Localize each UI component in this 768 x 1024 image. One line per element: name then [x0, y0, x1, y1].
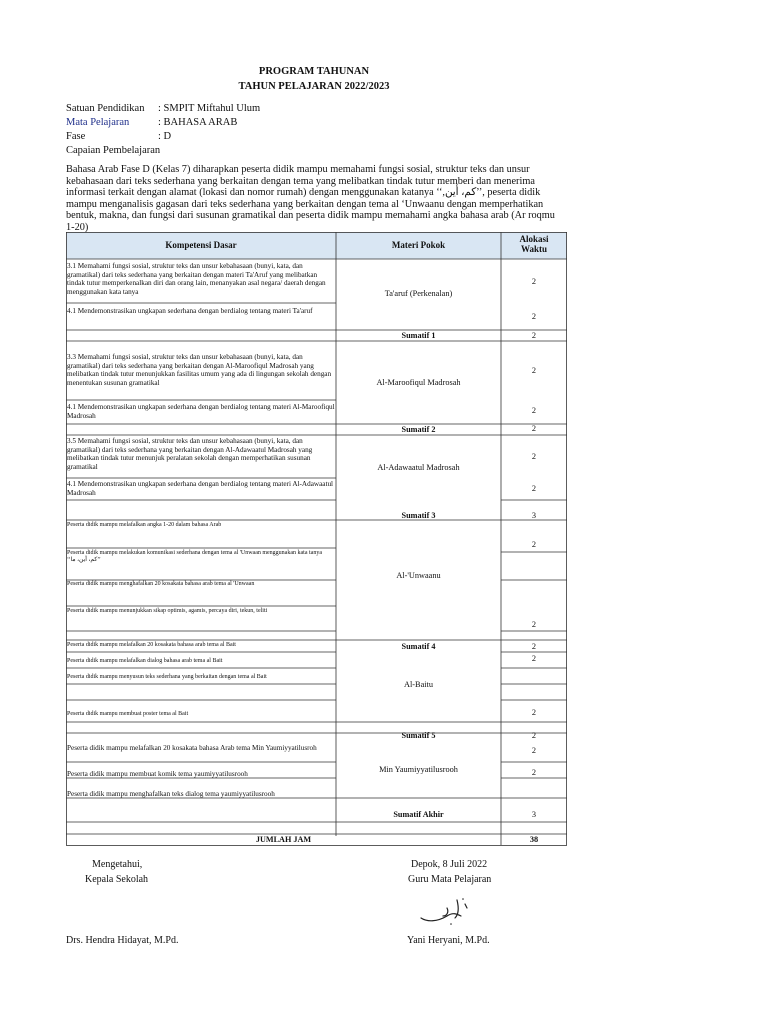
alokasi-value: 2	[531, 406, 537, 415]
alokasi-value: 2	[531, 642, 537, 651]
alokasi-value: 2	[531, 331, 537, 340]
kd-cell: Peserta didik mampu menghafalkan teks dialog tema yaumiyyatilusrooh	[67, 790, 275, 798]
doc-title: PROGRAM TAHUNAN	[258, 66, 370, 77]
table-grid	[66, 232, 567, 847]
alokasi-value: 2	[531, 768, 537, 777]
sumatif-label: Sumatif 1	[401, 331, 436, 340]
kd-cell: Peserta didik mampu membuat poster tema al Bait	[67, 711, 189, 717]
kd-cell: 3.1 Memahami fungsi sosial, struktur teks dan unsur kebahasaan (bunyi, kata, dan gramatikal) dari teks sederhana yang berkaitan dengan materi Ta'Aruf yang melibatkan tindak tutur memperkenalkan diri dan orang lain, menanyakan asal negara/ daerah dengan menggunakan kata tanya	[67, 262, 326, 296]
total-value: 38	[529, 835, 539, 844]
alokasi-value: 3	[531, 511, 537, 520]
kd-cell: Peserta didik mampu melafalkan dialog bahasa arab tema al Bait	[67, 658, 223, 664]
alokasi-value: 2	[531, 452, 537, 461]
materi-cell: Min Yaumiyyatilusrooh	[379, 765, 458, 774]
signature-right: Depok, 8 Juli 2022 Guru Mata Pelajaran	[408, 859, 492, 885]
alokasi-value: 2	[531, 731, 537, 740]
kd-cell: 4.1 Mendemonstrasikan ungkapan sederhana dengan berdialog tentang materi Al-Adawaatul Madrosah	[67, 480, 334, 497]
materi-cell: Al-Maroofiqul Madrosah	[376, 378, 461, 387]
kd-cell: 4.1 Mendemonstrasikan ungkapan sederhana dengan berdialog tentang materi Ta'aruf	[67, 307, 313, 315]
header-materi-pokok: Materi Pokok	[391, 240, 446, 250]
handwritten-signature-image	[417, 894, 473, 928]
kd-cell: Peserta didik mampu melafalkan 20 kosakata bahasa arab tema al Bait	[67, 642, 236, 648]
sumatif-label: Sumatif 3	[401, 511, 436, 520]
sumatif-label: Sumatif 5	[401, 731, 436, 740]
table-border	[66, 232, 566, 845]
alokasi-value: 2	[531, 366, 537, 375]
sumatif-label: Sumatif 2	[401, 425, 436, 434]
headmaster-name: Drs. Hendra Hidayat, M.Pd.	[66, 935, 179, 946]
capaian-paragraph: Bahasa Arab Fase D (Kelas 7) diharapkan peserta didik mampu memahami fungsi sosial, struktur teks dan unsur kebahasaan dari teks sederhana yang berkaitan dengan tema yang melibatkan tindak tutur memberi dan menerima informasi terkait dengan alamat (lokasi dan nomor rumah) dengan menggunakan katanya ‘‘,كم، أين’’, peserta didik mampu menganalisis gagasan dari teks sederhana yang berkaitan dengan tema al ‘Unwaanu dengan memperhatikan bentuk, makna, dan fungsi dari susunan gramatikal dan peserta didik mampu memahami angka bahasa arab (Ar roqmu 1-20)	[66, 164, 555, 233]
doc-subtitle: TAHUN PELAJARAN 2022/2023	[238, 81, 390, 92]
kd-cell: 3.5 Memahami fungsi sosial, struktur teks dan unsur kebahasaan (bunyi, kata, dan gramatikal) dari teks sederhana yang berkaitan dengan Al-Adawaatul Madrosah yang melibatkan tindak tutur menunjuk peralatan sekolah dengan memperhatikan susunan gramatikal	[67, 437, 313, 471]
sumatif-label: Sumatif Akhir	[393, 810, 444, 819]
kd-cell: Peserta didik mampu menunjukkan sikap optimis, agamis, percaya diri, tekun, teliti	[67, 608, 268, 614]
sumatif-label: Sumatif 4	[401, 642, 436, 651]
alokasi-value: 3	[531, 810, 537, 819]
meta-row-mapel: Mata Pelajaran : BAHASA ARAB	[66, 117, 238, 128]
kd-cell: 3.3 Memahami fungsi sosial, struktur teks dan unsur kebahasaan (bunyi, kata, dan gramatikal) dari teks sederhana yang berkaitan dengan Al-Maroofiqul Madrosah yang melibatkan tindak tutur menunjukkan fasilitas umum yang ada di lingungan sekolah dengan menentukan susunan gramatikal	[67, 353, 332, 387]
materi-cell: Al-'Unwaanu	[396, 571, 441, 580]
alokasi-value: 2	[531, 654, 537, 663]
alokasi-value: 2	[531, 312, 537, 321]
alokasi-value: 2	[531, 746, 537, 755]
kd-cell: Peserta didik mampu melafalkan 20 kosakata bahasa Arab tema Min Yaumiyyatilusroh	[67, 744, 317, 752]
kd-cell: Peserta didik mampu membuat komik tema yaumiyyatilusrooh	[67, 770, 248, 778]
kd-cell: Peserta didik mampu melakukan komunikasi sederhana dengan tema al 'Unwaan menggunakan kata tanya ‘‘كم، أين، ما’’	[67, 550, 322, 564]
kd-cell: 4.1 Mendemonstrasikan ungkapan sederhana dengan berdialog tentang materi Al-Maroofiqul Madrosah	[67, 403, 335, 420]
materi-cell: Ta'aruf (Perkenalan)	[384, 289, 453, 298]
header-alokasi-waktu: Alokasi Waktu	[519, 234, 549, 254]
meta-row-fase: Fase : D	[66, 131, 172, 142]
alokasi-value: 2	[531, 620, 537, 629]
alokasi-value: 2	[531, 277, 537, 286]
kd-cell: Peserta didik mampu melafalkan angka 1-20 dalam bahasa Arab	[67, 522, 222, 528]
meta-block	[66, 102, 260, 158]
meta-row-satuan: Satuan Pendidikan : SMPIT Miftahul Ulum	[66, 103, 261, 114]
materi-cell: Al-Adawaatul Madrosah	[377, 463, 460, 472]
alokasi-value: 2	[531, 540, 537, 549]
alokasi-value: 2	[531, 484, 537, 493]
alokasi-value: 2	[531, 708, 537, 717]
alokasi-value: 2	[531, 424, 537, 433]
kd-cell: Peserta didik mampu menyusun teks sederhana yang berkaitan dengan tema al Bait	[67, 674, 267, 680]
signature-left: Mengetahui, Kepala Sekolah	[85, 859, 149, 885]
header-kompetensi-dasar: Kompetensi Dasar	[165, 240, 237, 250]
materi-cell: Al-Baitu	[403, 680, 434, 689]
kd-cell: Peserta didik mampu menghafalkan 20 kosakata bahasa arab tema al 'Unwaan	[67, 581, 255, 587]
total-label: JUMLAH JAM	[255, 835, 312, 844]
teacher-name: Yani Heryani, M.Pd.	[407, 935, 490, 946]
meta-row-capaian: Capaian Pembelajaran	[66, 145, 161, 156]
